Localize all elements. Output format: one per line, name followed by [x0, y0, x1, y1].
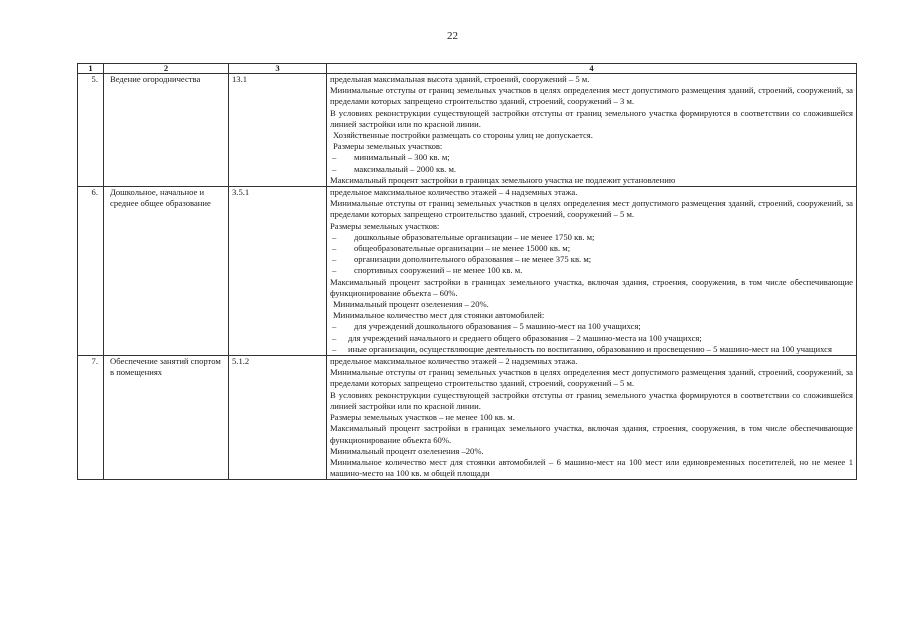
row-number-cell: 6.	[78, 187, 104, 356]
parameter-paragraph: Максимальный процент застройки в границах земельного участка, включая здания, строения, сооружения, в том числе обеспечивающие функционирование объекта – 60%.	[330, 276, 853, 298]
dash-bullet-icon: –	[332, 321, 337, 332]
bullet-text: дошкольные образовательные организации – не менее 1750 кв. м;	[354, 231, 595, 242]
bullet-text: для учреждений начального и среднего общего образования – 2 машино-места на 100 учащихся;	[348, 332, 702, 343]
land-use-code-cell: 3.5.1	[229, 187, 327, 356]
parameters-cell	[327, 74, 857, 187]
dash-bullet-icon: –	[332, 152, 337, 163]
dash-bullet-icon: –	[332, 332, 337, 343]
table-row	[78, 74, 857, 187]
regulations-table	[77, 63, 857, 480]
land-use-code-cell: 13.1	[229, 74, 327, 187]
bullet-item	[330, 265, 853, 276]
table-row	[78, 356, 857, 480]
parameter-paragraph: Минимальные отступы от границ земельных участков в целях определения мест допустимого размещения зданий, строений, сооружений, за пределами которых запрещено строительство зданий, строений, сооружений – 5 м.	[330, 367, 853, 389]
parameter-paragraph: предельное максимальное количество этажей – 2 надземных этажа.	[330, 356, 578, 367]
table-row	[78, 187, 857, 356]
parameters-cell	[327, 356, 857, 480]
parameter-paragraph: Минимальный процент озеленения –20%.	[330, 445, 484, 456]
bullet-item	[330, 152, 853, 163]
parameter-paragraph: предельная максимальная высота зданий, строений, сооружений – 5 м.	[330, 74, 590, 84]
parameters-cell	[327, 187, 857, 356]
bullet-item	[330, 254, 853, 265]
dash-bullet-icon: –	[332, 163, 337, 174]
land-use-name-cell: Обеспечение занятий спортом в помещениях	[104, 356, 229, 480]
bullet-text: максимальный – 2000 кв. м.	[354, 163, 457, 174]
dash-bullet-icon: –	[332, 243, 337, 254]
bullet-item	[330, 333, 853, 344]
column-header: 4	[327, 64, 857, 74]
land-use-name-cell: Дошкольное, начальное и среднее общее образование	[104, 187, 229, 356]
dash-bullet-icon: –	[332, 265, 337, 276]
dash-bullet-icon: –	[332, 231, 337, 242]
parameter-paragraph: В условиях реконструкции существующей застройки отступы от границ земельного участка формируются в соответствии со сложившейся линией застройки или по красной линии.	[330, 107, 853, 129]
column-header: 1	[78, 64, 104, 74]
parameter-paragraph: Максимальный процент застройки в границах земельного участка, включая здания, строения, сооружения, в том числе обеспечивающие функционирование объекта 60%.	[330, 423, 853, 445]
parameter-paragraph: Минимальный процент озеленения – 20%.	[333, 299, 489, 310]
page-number: 22	[447, 30, 458, 42]
dash-bullet-icon: –	[332, 254, 337, 265]
parameter-paragraph: Максимальный процент застройки в границах земельного участка не подлежит установлению	[330, 174, 676, 185]
bullet-item	[330, 344, 853, 355]
column-header: 2	[104, 64, 229, 74]
row-number-cell: 5.	[78, 74, 104, 187]
column-number-header-row	[78, 64, 857, 74]
bullet-item	[330, 321, 853, 332]
bullet-text: организации дополнительного образования – не менее 375 кв. м;	[354, 254, 592, 265]
parameter-paragraph: Размеры земельных участков – не менее 100 кв. м.	[330, 412, 515, 423]
bullet-item	[330, 164, 853, 175]
bullet-text: общеобразовательные организации – не менее 15000 кв. м;	[354, 243, 571, 254]
parameter-paragraph: Минимальные отступы от границ земельных участков в целях определения мест допустимого размещения зданий, строений, сооружений, за пределами которых запрещено строительство зданий, строений, сооружений – 3 м.	[330, 85, 853, 107]
land-use-code-cell: 5.1.2	[229, 356, 327, 480]
bullet-text: для учреждений дошкольного образования – 5 машино-мест на 100 учащихся;	[354, 321, 641, 332]
parameter-paragraph: Хозяйственные постройки размещать со стороны улиц не допускается.	[333, 130, 593, 141]
land-use-name-cell: Ведение огородничества	[104, 74, 229, 187]
bullet-text: минимальный – 300 кв. м;	[354, 152, 450, 163]
parameter-paragraph: Минимальное количество мест для стоянки автомобилей – 6 машино-мест на 100 мест или единовременных посетителей, но не менее 1 машино-место на 100 кв. м общей площади	[330, 456, 853, 479]
bullet-text: иные организации, осуществляющие деятельность по воспитанию, образованию и просвещению – 5 машино-мест на 100 учащихся	[348, 343, 832, 354]
parameter-paragraph: В условиях реконструкции существующей застройки отступы от границ земельного участка формируются в соответствии со сложившейся линией застройки или по красной линии.	[330, 389, 853, 411]
parameter-paragraph: Минимальные отступы от границ земельных участков в целях определения мест допустимого размещения зданий, строений, сооружений, за пределами которых запрещено строительство зданий, строений, сооружений – 5 м.	[330, 198, 853, 220]
parameter-paragraph: Минимальное количество мест для стоянки автомобилей:	[333, 310, 545, 321]
bullet-item	[330, 243, 853, 254]
row-number-cell: 7.	[78, 356, 104, 480]
column-header: 3	[229, 64, 327, 74]
parameter-paragraph: предельное максимальное количество этажей – 4 надземных этажа.	[330, 187, 578, 198]
dash-bullet-icon: –	[332, 343, 337, 354]
parameter-paragraph: Размеры земельных участков:	[330, 220, 440, 231]
bullet-item	[330, 232, 853, 243]
parameter-paragraph: Размеры земельных участков:	[333, 141, 443, 152]
bullet-text: спортивных сооружений – не менее 100 кв. м.	[354, 265, 523, 276]
